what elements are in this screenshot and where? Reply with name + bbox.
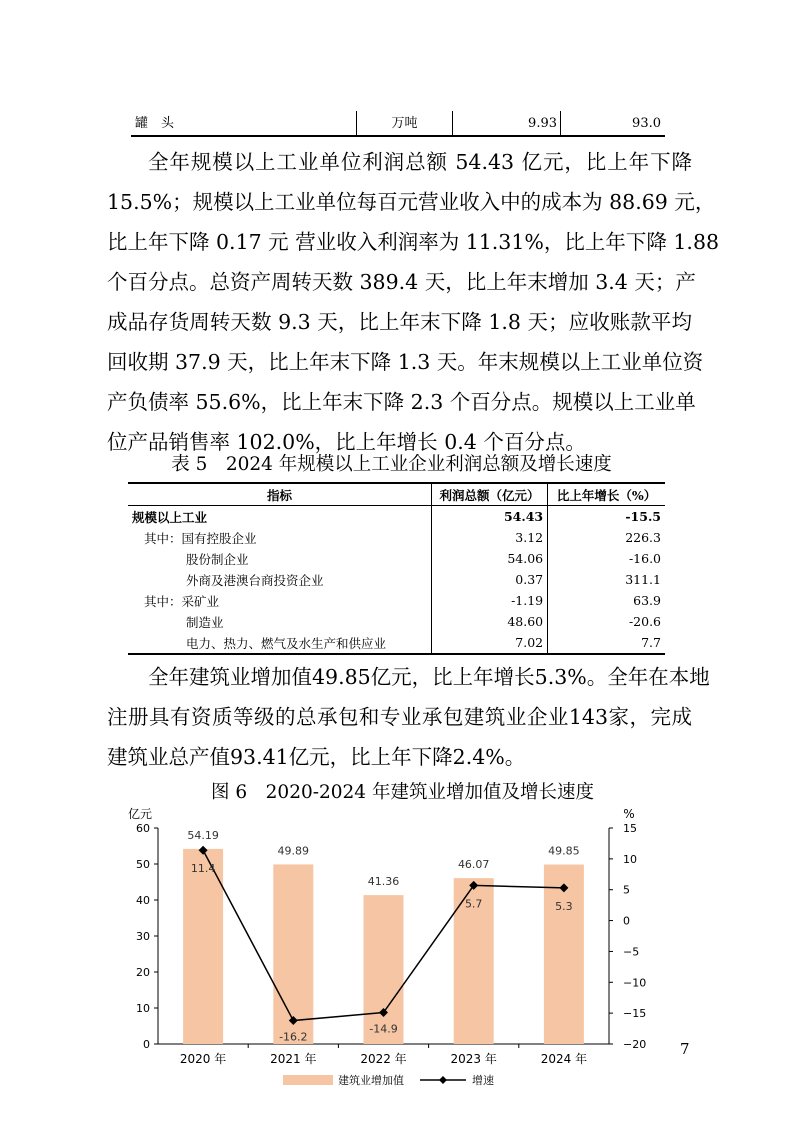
paragraph-line: 回收期 37.9 天，比上年末下降 1.3 天。年末规模以上工业单位资 [107,350,704,374]
bar-data-label: 41.36 [367,875,400,889]
legend-bar-swatch [283,1075,333,1085]
row-growth: -20.6 [548,611,665,632]
right-tick-label: −15 [623,1007,647,1021]
row-label: 其中：采矿业 [144,593,220,609]
column-header: 指标 [128,483,432,506]
bar-data-label: 49.89 [277,844,310,858]
page-number: 7 [680,1040,690,1058]
paragraph-line: 注册具有资质等级的总承包和专业承包建筑业企业143家，完成 [107,705,692,729]
paragraph-line: 成品存货周转天数 9.3 天，比上年末下降 1.8 天；应收账款平均 [107,310,692,334]
x-tick-label: 2021 年 [270,1052,317,1066]
row-growth: 7.7 [548,632,665,654]
row-label: 制造业 [186,614,224,630]
row-label: 其中：国有控股企业 [144,530,257,546]
x-tick-label: 2024 年 [540,1052,588,1066]
left-tick-label: 60 [136,822,150,835]
right-tick-label: 0 [623,914,630,928]
bar-data-label: 46.07 [457,858,490,872]
paragraph-line: 全年规模以上工业单位利润总额 54.43 亿元，比上年下降 [148,150,692,174]
legend-bar-label: 建筑业增加值 [338,1074,404,1087]
row-value: -1.19 [432,590,548,611]
paragraph-line: 全年建筑业增加值49.85亿元，比上年增长5.3%。全年在本地 [148,665,710,689]
legend-line-marker [439,1076,447,1084]
left-tick-label: 20 [136,966,150,979]
x-tick-label: 2022 年 [360,1052,407,1066]
top-table-value-2: 93.0 [632,116,661,131]
right-tick-label: −20 [623,1038,647,1051]
row-growth: 63.9 [548,590,665,611]
row-growth: 311.1 [548,569,665,590]
bar-data-label: 49.85 [548,844,580,858]
row-value: 0.37 [432,569,548,590]
paragraph-line: 建筑业总产值93.41亿元，比上年下降2.4%。 [107,745,526,769]
growth-data-label: -16.2 [279,1030,308,1044]
right-tick-label: 10 [623,852,637,866]
paragraph-line: 15.5%；规模以上工业单位每百元营业收入中的成本为 88.69 元， [107,190,716,214]
left-axis-unit: 亿元 [127,807,153,821]
x-tick-label: 2020 年 [179,1052,227,1066]
paragraph-line: 个百分点。总资产周转天数 389.4 天，比上年末增加 3.4 天；产 [107,270,696,294]
top-table-name: 罐 头 [135,116,175,131]
growth-data-label: 11.4 [190,862,216,876]
right-tick-label: 5 [623,883,630,897]
row-value: 54.06 [432,548,548,569]
bar-data-label: 54.19 [187,828,219,842]
growth-data-label: -14.9 [369,1022,398,1036]
left-tick-label: 10 [136,1002,150,1015]
right-axis-unit: % [623,807,635,821]
table-caption: 表 5 2024 年规模以上工业企业利润总额及增长速度 [171,454,612,475]
row-growth: -16.0 [548,548,665,569]
row-value: 54.43 [432,506,548,528]
row-value: 7.02 [432,632,548,654]
growth-data-label: 5.7 [464,897,483,911]
row-growth: -15.5 [548,506,665,528]
right-tick-label: 15 [623,822,637,835]
row-value: 3.12 [432,527,548,548]
column-header: 利润总额（亿元） [432,483,548,506]
column-header: 比上年增长（%） [548,483,665,506]
left-tick-label: 0 [143,1038,150,1051]
growth-data-label: 5.3 [555,899,573,913]
right-tick-label: −10 [623,976,647,990]
figure-caption: 图 6 2020-2024 年建筑业增加值及增长速度 [211,782,594,803]
left-tick-label: 30 [136,930,150,943]
row-label: 规模以上工业 [132,509,208,525]
x-tick-label: 2023 年 [450,1052,497,1066]
row-growth: 226.3 [548,527,665,548]
top-table-unit: 万吨 [391,116,418,131]
row-value: 48.60 [432,611,548,632]
top-table-value-1: 9.93 [528,116,557,131]
row-label: 股份制企业 [186,551,249,567]
legend-line-label: 增速 [472,1074,494,1087]
row-label: 外商及港澳台商投资企业 [186,572,324,588]
right-tick-label: −5 [623,945,640,959]
left-tick-label: 40 [136,894,150,907]
row-label: 电力、热力、燃气及水生产和供应业 [128,632,432,654]
left-tick-label: 50 [136,858,150,871]
paragraph-line: 产负债率 55.6%，比上年末下降 2.3 个百分点。规模以上工业单 [107,390,696,414]
paragraph-line: 比上年下降 0.17 元 营业收入利润率为 11.31%，比上年下降 1.88 [107,230,720,254]
paragraph-line: 位产品销售率 102.0%，比上年增长 0.4 个百分点。 [107,430,586,454]
